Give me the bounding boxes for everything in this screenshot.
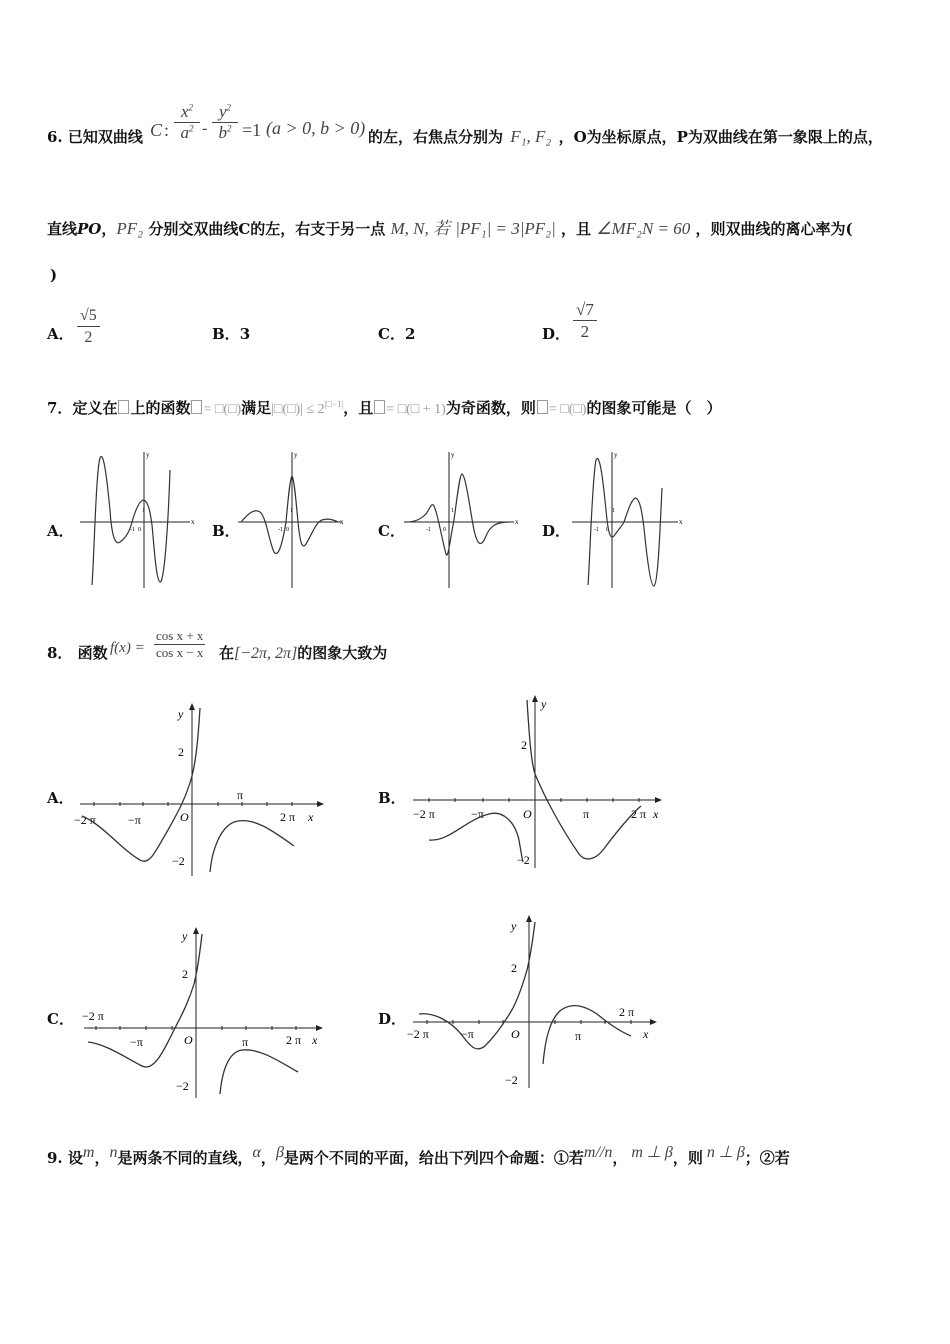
q8-t1: 函数 — [77, 644, 108, 662]
q7-fx2: = □(□ + 1) — [386, 402, 446, 417]
q6-line2-d: ，则双曲线的离心率为( — [695, 220, 853, 238]
axis-x: x — [312, 1033, 318, 1047]
q9-m: m — [82, 1144, 95, 1161]
svg-text:y: y — [614, 451, 618, 459]
svg-text:y: y — [451, 451, 455, 459]
fraction-y2-b2: $y^2$ $b^2$ — [212, 102, 238, 143]
q8-option-d-label[interactable]: D． — [378, 1010, 407, 1028]
q8-interval: [−2π, 2π] — [234, 645, 298, 662]
tick-pi: π — [237, 788, 244, 802]
foci: F₁, F₂ — [510, 127, 552, 146]
q9-n: n — [109, 1144, 118, 1161]
tick-neg2: −2 — [176, 1079, 189, 1093]
q7-option-d-label[interactable]: D． — [542, 522, 571, 540]
colon: : — [164, 120, 170, 140]
q6-line2-a: 直线 — [47, 220, 78, 238]
q7-t1: 定义在 — [72, 399, 118, 417]
q9-stem: 9. 设$^m$，$^n$是两条不同的直线，$^\alpha$，$^\beta$是两个不同的平面，给出下列四个命题：①若$^{m//n}$， $^{m \perp \beta}$，则 $^{n \perp \beta}$；②若 — [47, 1144, 790, 1167]
svg-text:-1: -1 — [594, 527, 599, 533]
q7-option-b-label[interactable]: B． — [212, 522, 240, 540]
q8-t3: 的图象大致为 — [297, 644, 388, 662]
option-d-denominator: 2 — [580, 322, 590, 341]
svg-text:0: 0 — [286, 527, 289, 533]
q7-graph-d — [570, 450, 685, 590]
svg-text:-1: -1 — [130, 527, 135, 533]
tick-pi: π — [583, 807, 590, 821]
svg-text:0: 0 — [606, 527, 609, 533]
q6-angle: ∠MF₂N = 60 — [596, 219, 691, 238]
tick-2pi: 2 π — [280, 810, 296, 824]
q7-fx1: = □(□) — [203, 402, 242, 417]
tick-2pi: 2 π — [286, 1033, 302, 1047]
q7-graph-b — [236, 450, 351, 590]
option-d-numerator: √7 — [573, 300, 597, 321]
missing-glyph-icon — [374, 400, 385, 414]
tick-2: 2 — [178, 745, 184, 759]
q7-t6: 的图象可能是（ ） — [586, 399, 722, 417]
missing-glyph-icon — [537, 400, 548, 414]
q8-denominator: cos x − x — [156, 645, 204, 660]
svg-text:0: 0 — [138, 527, 141, 533]
option-a-value — [77, 306, 100, 349]
origin: O — [180, 810, 189, 824]
q8-option-c-label[interactable]: C． — [47, 1010, 74, 1028]
q6-option-c[interactable] — [378, 323, 415, 344]
q7-ineq: |□(□)| ≤ 2 — [271, 402, 325, 417]
curve-name: C — [150, 120, 163, 140]
option-d-value — [573, 300, 597, 343]
option-d-label: D． — [542, 325, 571, 343]
q6-mid2: ，O为坐标原点，P为双曲线在第一象限上的点， — [558, 128, 883, 146]
q9-c2: m ⊥ β — [631, 1144, 673, 1161]
q9-t1: 设 — [67, 1149, 83, 1167]
q6-option-d[interactable] — [542, 323, 570, 344]
q7-graph-a — [78, 450, 198, 590]
tick-neg-pi: −π — [461, 1027, 474, 1041]
tick-pi: π — [575, 1029, 582, 1043]
q6-option-b[interactable] — [212, 323, 250, 344]
origin: O — [523, 807, 532, 821]
q8-fraction — [154, 628, 205, 661]
tick-2: 2 — [521, 738, 527, 752]
q9-t5: ；②若 — [744, 1149, 790, 1167]
q8-t2: 在 — [219, 644, 235, 662]
q6-mid1: 的左，右焦点分别为 — [368, 128, 504, 146]
q8-fname: f(x) = — [110, 640, 145, 656]
q6-line1 — [47, 126, 143, 147]
q8-graph-b — [405, 692, 665, 872]
q6-number: 6. — [47, 128, 63, 146]
q7-graph-c — [402, 450, 522, 590]
q9-beta: β — [275, 1144, 284, 1161]
q6-line2: 直线PO，PF₂ 分别交双曲线C的左，右支于另一点 M, N, 若 |PF₁| = 3|PF₂| ，且 ∠MF₂N = 60 ，则双曲线的离心率为( — [47, 219, 853, 238]
axis-y: y — [178, 707, 184, 721]
equals-one: =1 — [242, 120, 262, 140]
axis-y: y — [182, 929, 188, 943]
fraction-x2-a2: $x^2$ $a^2$ — [174, 102, 200, 143]
option-b-label: B． — [212, 325, 240, 343]
q7-exp: |□−1| — [324, 399, 344, 409]
q8-option-a-label[interactable]: A． — [47, 789, 74, 807]
tick-neg-2pi: −2 π — [74, 813, 96, 827]
q8-number: 8． — [47, 644, 73, 662]
svg-text:0: 0 — [443, 527, 446, 533]
tick-neg-2pi: −2 π — [82, 1009, 104, 1023]
svg-text:y: y — [294, 451, 298, 459]
axis-y: y — [541, 697, 547, 711]
option-a-denominator: 2 — [84, 329, 93, 346]
q8-graph-d — [405, 912, 665, 1092]
q6-cond1: |PF₁| = 3|PF₂| — [455, 219, 556, 238]
tick-neg-pi: −π — [130, 1035, 143, 1049]
q7-number: 7． — [47, 399, 73, 417]
missing-glyph-icon — [118, 400, 129, 414]
svg-text:1: 1 — [451, 508, 454, 514]
q9-t2: 是两条不同的直线， — [117, 1149, 253, 1167]
q6-po: PO — [77, 220, 102, 238]
q7-t5: 为奇函数，则 — [445, 399, 536, 417]
option-a-numerator: √5 — [77, 306, 100, 327]
q7-t4: ，且 — [343, 399, 374, 417]
axis-y: y — [511, 919, 517, 933]
q7-t3: 满足 — [241, 399, 272, 417]
q7-fx3: = □(□) — [548, 402, 587, 417]
q6-pf2: PF₂ — [116, 219, 144, 238]
svg-text:x: x — [191, 518, 195, 526]
q9-c3: n ⊥ β — [706, 1144, 745, 1161]
tick-2: 2 — [182, 967, 188, 981]
q6-lead: 已知双曲线 — [67, 128, 143, 146]
q7-t2: 上的函数 — [130, 399, 191, 417]
q6-option-a[interactable] — [47, 323, 74, 344]
tick-neg-2pi: −2 π — [413, 807, 435, 821]
q6-mn: M, N, 若 — [390, 219, 450, 238]
q9-number: 9. — [47, 1149, 63, 1167]
tick-neg2: −2 — [505, 1073, 518, 1087]
option-b-value: 3 — [239, 325, 251, 343]
svg-text:1: 1 — [142, 508, 145, 514]
q9-alpha: α — [252, 1144, 261, 1161]
svg-text:x: x — [679, 518, 683, 526]
origin: O — [511, 1027, 520, 1041]
q6-line1-rest — [368, 126, 883, 147]
tick-neg-2pi: −2 π — [407, 1027, 429, 1041]
q8-stem-rest — [219, 642, 387, 663]
tick-2: 2 — [511, 961, 517, 975]
tick-neg-pi: −π — [128, 813, 141, 827]
svg-text:-1: -1 — [426, 527, 431, 533]
svg-text:1: 1 — [290, 508, 293, 514]
q8-graph-a — [72, 700, 327, 880]
svg-text:-1: -1 — [278, 527, 283, 533]
q9-t3: 是两个不同的平面，给出下列四个命题：①若 — [283, 1149, 584, 1167]
tick-neg2: −2 — [517, 853, 530, 867]
missing-glyph-icon — [191, 400, 202, 414]
tick-2pi: 2 π — [631, 807, 647, 821]
option-c-value: 2 — [404, 325, 416, 343]
svg-text:1: 1 — [612, 508, 615, 514]
option-a-label: A． — [47, 325, 74, 343]
option-c-label: C． — [378, 325, 405, 343]
q6-hyperbola-equation — [150, 100, 370, 160]
q7-stem — [47, 397, 722, 418]
tick-pi: π — [242, 1035, 249, 1049]
svg-text:x: x — [515, 518, 519, 526]
q7-option-c-label[interactable]: C． — [378, 522, 405, 540]
q6-close-paren: ) — [50, 266, 58, 284]
q8-graph-c — [76, 922, 331, 1102]
q8-numerator: cos x + x — [156, 628, 204, 643]
q8-option-b-label[interactable]: B． — [378, 789, 406, 807]
minus-sign: - — [202, 120, 208, 137]
svg-text:x: x — [340, 518, 344, 526]
q6-line2-b: 分别交双曲线C的左，右支于另一点 — [148, 220, 386, 238]
axis-x: x — [643, 1027, 649, 1041]
q9-c1: m//n — [583, 1144, 613, 1161]
axis-x: x — [653, 807, 659, 821]
tick-neg-pi: −π — [471, 807, 484, 821]
condition: (a > 0, b > 0) — [266, 118, 366, 138]
axis-x: x — [308, 810, 314, 824]
tick-neg2: −2 — [172, 854, 185, 868]
tick-2pi: 2 π — [619, 1005, 635, 1019]
origin: O — [184, 1033, 193, 1047]
svg-text:y: y — [146, 451, 150, 459]
q6-line2-c: ，且 — [561, 220, 592, 238]
q9-t4: ，则 — [672, 1149, 703, 1167]
q7-option-a-label[interactable]: A． — [47, 522, 74, 540]
q8-stem — [47, 642, 108, 663]
